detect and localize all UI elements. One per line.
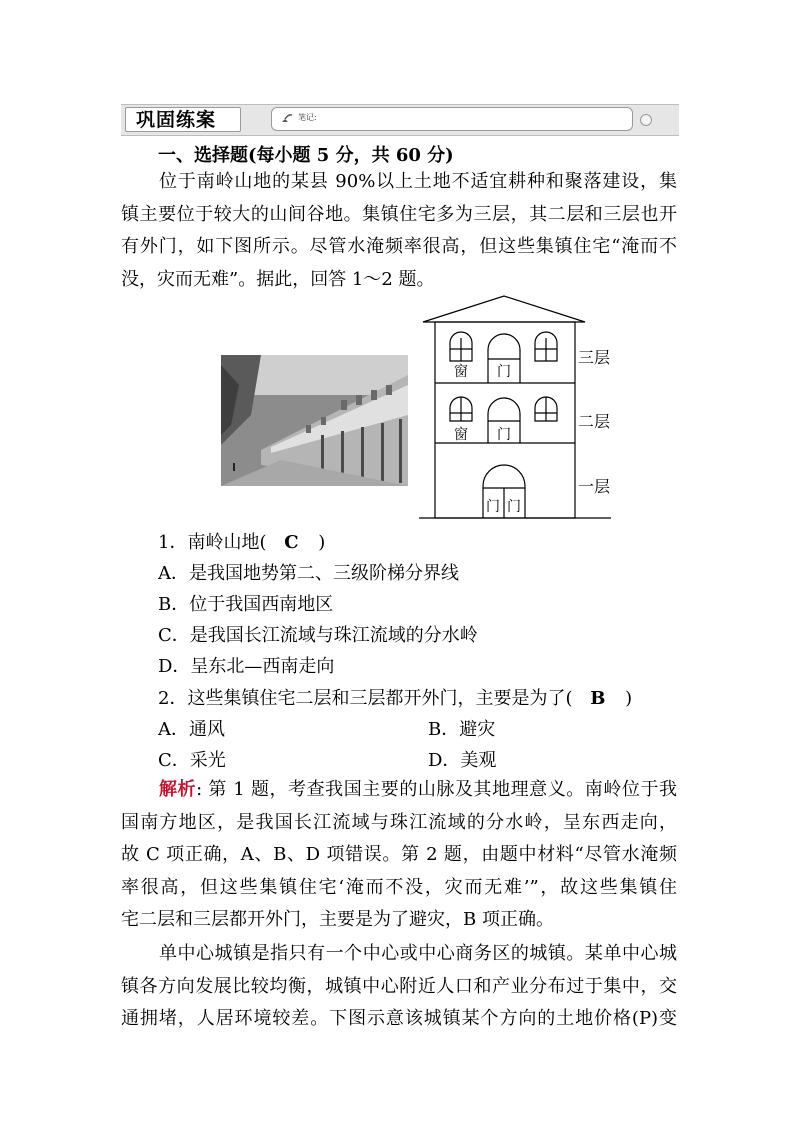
door-label: 门 <box>497 364 511 380</box>
toggle-circle-icon[interactable] <box>640 114 652 126</box>
notes-label: 笔记: <box>298 113 317 122</box>
intro-line: 有外门，如下图所示。尽管水淹频率很高，但这些集镇住宅“淹而不 <box>121 236 677 257</box>
intro-paragraph <box>121 166 677 296</box>
door-label: 门 <box>486 499 500 515</box>
question-2 <box>158 684 632 710</box>
passage-line: 镇各方向发展比较均衡，城镇中心附近人口和产业分布过于集中，交 <box>121 975 677 997</box>
option-c: C．是我国长江流域与珠江流域的分水岭 <box>158 625 478 646</box>
intro-line: 没，灾而无难”。据此，回答 1～2 题。 <box>121 268 435 290</box>
analysis-label: 解析 <box>159 779 197 800</box>
option-c: C．采光 <box>158 750 226 771</box>
answer-mark: B <box>590 688 606 709</box>
analysis-line: 故 C 项正确，A、B、D 项错误。第 2 题，由题中材料“尽管水淹频 <box>121 844 677 865</box>
pen-icon <box>280 111 294 125</box>
next-passage <box>121 938 677 1036</box>
option-d: D．呈东北—西南走向 <box>158 656 335 677</box>
passage-line: 通拥堵，人居环境较差。下图示意该城镇某个方向的土地价格(P)变 <box>121 1008 677 1029</box>
question-stem: 1．南岭山地( <box>158 532 267 553</box>
answer-mark: C <box>284 532 299 553</box>
house-diagram <box>415 293 615 523</box>
floor-label-1: 一层 <box>578 477 611 496</box>
header-tab: 巩固练案 <box>125 107 241 132</box>
analysis-line: 宅二层和三层都开外门，主要是为了避灾，B 项正确。 <box>121 909 554 930</box>
floor-label-3: 三层 <box>578 348 611 367</box>
window-label: 窗 <box>454 364 468 380</box>
question-stem: 2．这些集镇住宅二层和三层都开外门，主要是为了( <box>158 688 573 709</box>
street-photo <box>221 355 408 486</box>
analysis-text: : 第 1 题，考查我国主要的山脉及其地理意义。南岭位于我 <box>196 779 677 800</box>
question-1 <box>158 528 325 554</box>
analysis-line: 率很高，但这些集镇住宅‘淹而不没，灾而无难’”，故这些集镇住 <box>121 876 677 898</box>
door-label: 门 <box>497 427 511 443</box>
window-label: 窗 <box>454 427 468 443</box>
option-a: A．通风 <box>158 719 225 740</box>
analysis-paragraph <box>121 774 677 937</box>
passage-line: 单中心城镇是指只有一个中心或中心商务区的城镇。某单中心城 <box>159 943 677 964</box>
option-b: B．位于我国西南地区 <box>158 594 334 615</box>
question-close: ) <box>625 688 633 709</box>
section-title: 一、选择题(每小题 5 分，共 60 分) <box>158 145 454 166</box>
intro-line: 镇主要位于较大的山间谷地。集镇住宅多为三层，其二层和三层也开 <box>121 203 677 225</box>
option-b: B．避灾 <box>428 719 496 740</box>
notes-field[interactable] <box>271 107 633 131</box>
door-label: 门 <box>507 499 521 515</box>
intro-line: 位于南岭山地的某县 90%以上土地不适宜耕种和聚落建设，集 <box>159 171 677 192</box>
option-a: A．是我国地势第二、三级阶梯分界线 <box>158 563 459 584</box>
analysis-line: 国南方地区，是我国长江流域与珠江流域的分水岭，呈东西走向， <box>121 811 677 833</box>
floor-label-2: 二层 <box>578 412 611 431</box>
header-bar <box>121 104 679 136</box>
question-close: ) <box>318 532 326 553</box>
option-d: D．美观 <box>428 750 497 771</box>
